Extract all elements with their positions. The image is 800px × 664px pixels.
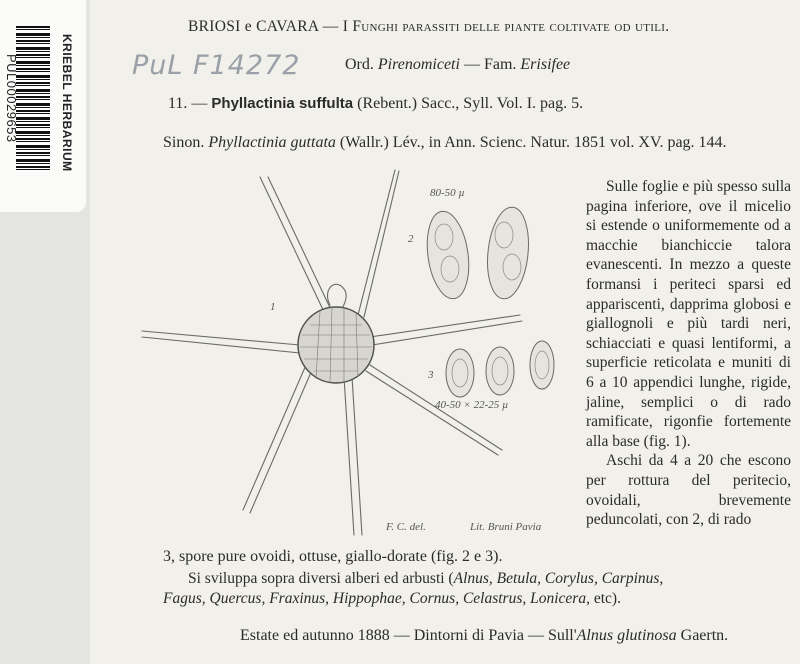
host-list-2: Fagus, Quercus, Fraxinus, Hippophae, Cornus, Celastrus, Lonicera,: [163, 590, 590, 607]
barcode-id: PUL00029653: [4, 54, 19, 143]
description-continuation: 3, spore pure ovoidi, ottuse, giallo-dorate (fig. 2 e 3).: [163, 548, 503, 565]
description-paragraph-1: Sulle foglie e più spesso sulla pagina inferiore, ove il micelio si estende o uniformemente od a macchie bianchiccie talora evanescenti. In mezzo a queste formansi i periteci sparsi ed appariscenti, dapprima globosi e giallognoli e più tardi neri, schiacciati e quasi lentiformi, a superficie reticolata e muniti di 6 a 10 appendici lunghe, rigide, jaline, semplici o di rado ramificate, rigonfie fortemente alla base (fig. 1).: [586, 178, 791, 450]
description-column: [586, 177, 791, 530]
perithecium-drawing: [130, 165, 580, 545]
specimen-label: [0, 0, 86, 212]
figure-label-1: 1: [270, 301, 276, 313]
species-heading: 11. — Phyllactinia suffulta (Rebent.) Sacc., Syll. Vol. I. pag. 5.: [168, 95, 584, 112]
synonym-citation: (Wallr.) Lév., in Ann. Scienc. Natur. 1851 vol. XV. pag. 144.: [339, 134, 727, 151]
credit-printer: Lit. Bruni Pavia: [470, 521, 542, 533]
barcode: [16, 26, 50, 172]
figure-label-3: 3: [428, 369, 434, 381]
synonym-name: Phyllactinia guttata: [208, 134, 336, 151]
family-name: Erisifee: [520, 56, 571, 73]
scale-fig-3: 40-50 × 22-25 µ: [435, 399, 509, 411]
figure-label-2: 2: [408, 233, 414, 245]
collection-line: Estate ed autunno 1888 — Dintorni di Pavia — Sull'Alnus glutinosa Gaertn.: [240, 627, 729, 644]
scan-margin: [0, 0, 90, 664]
handwritten-number: PuL F14272: [132, 50, 301, 81]
series-header: BRIOSI e CAVARA — I Funghi parassiti delle piante coltivate od utili.: [188, 18, 670, 35]
collection-host: Alnus glutinosa: [576, 627, 677, 644]
credit-artist: F. C. del.: [386, 521, 426, 533]
scale-fig-2: 80-50 µ: [430, 187, 465, 199]
order-name: Pirenomiceti: [377, 56, 460, 73]
classification: Ord. Pirenomiceti — Fam. Erisifee: [345, 56, 571, 73]
hosts-line-1: Si sviluppa sopra diversi alberi ed arbusti (Alnus, Betula, Corylus, Carpinus,: [188, 570, 664, 587]
description-paragraph-2: Aschi da 4 a 20 che escono per rottura del peritecio, ovoidali, brevemente peduncolati, con 2, di rado: [586, 452, 791, 529]
authors: BRIOSI e CAVARA: [188, 18, 319, 35]
herbarium-name: KRIEBEL HERBARIUM: [60, 34, 74, 172]
species-citation: (Rebent.) Sacc., Syll. Vol. I. pag. 5.: [357, 95, 584, 112]
host-list-1: Alnus, Betula, Corylus, Carpinus,: [453, 570, 664, 587]
hosts-line-2: Fagus, Quercus, Fraxinus, Hippophae, Cornus, Celastrus, Lonicera, etc).: [163, 590, 621, 607]
species-name: Phyllactinia suffulta: [211, 95, 354, 112]
synonym-line: Sinon. Phyllactinia guttata (Wallr.) Lév., in Ann. Scienc. Natur. 1851 vol. XV. pag. 144.: [163, 134, 727, 151]
perithecium-body: [298, 307, 374, 383]
series-title: I Funghi parassiti delle piante coltivate od utili.: [342, 18, 670, 35]
botanical-illustration: [130, 165, 580, 545]
